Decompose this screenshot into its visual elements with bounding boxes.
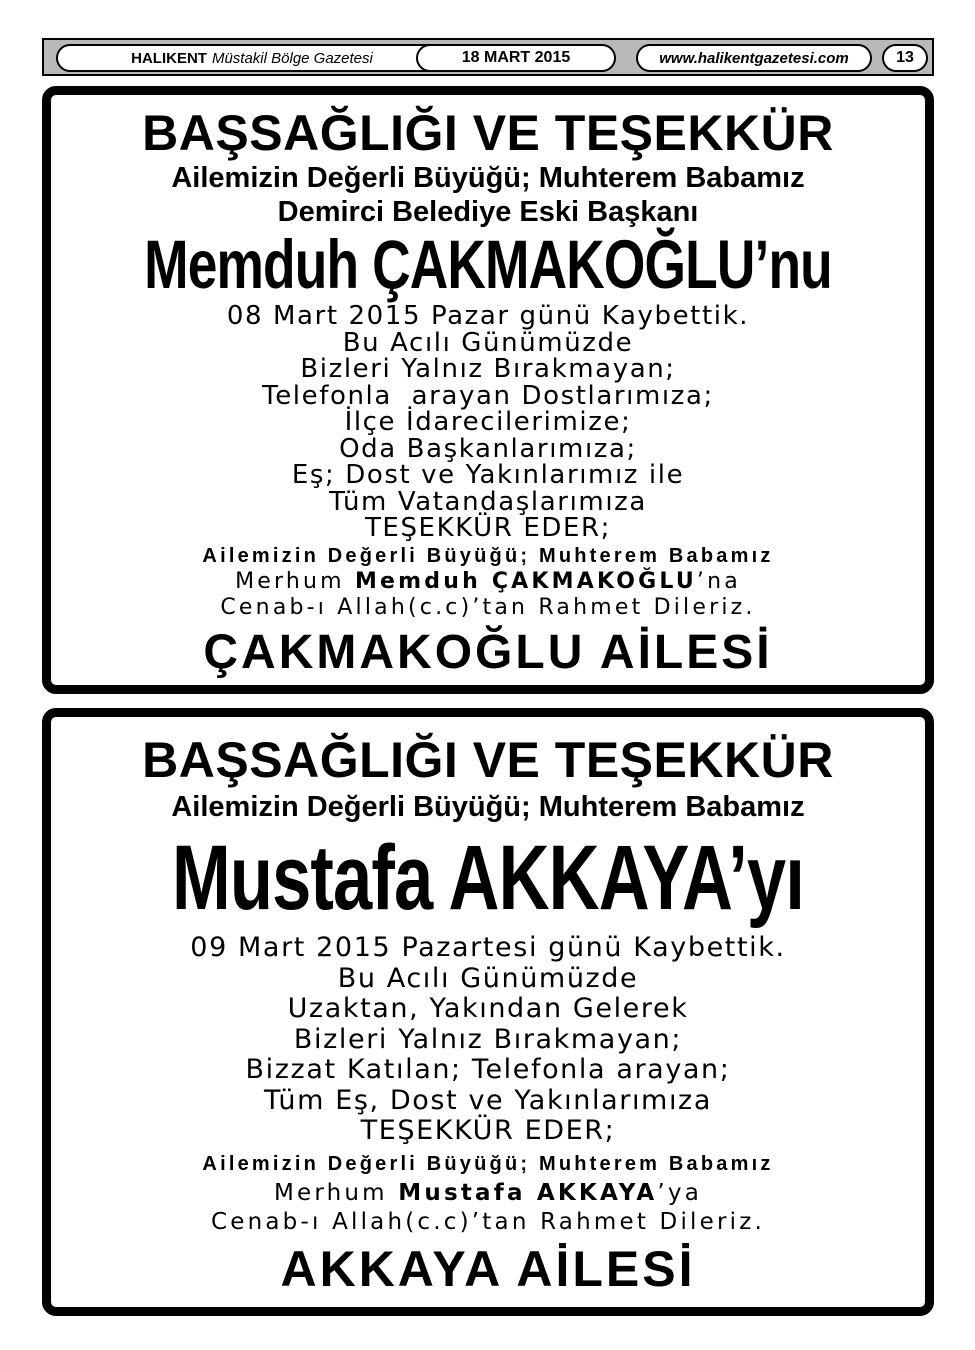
paper-name-pill bbox=[56, 44, 448, 72]
deceased-name: Memduh ÇAKMAKOĞLU’nu bbox=[144, 227, 832, 304]
notice-line: Bu Acılı Günümüzde bbox=[337, 962, 639, 994]
prayer-line: Cenab-ı Allah(c.c)’tan Rahmet Dileriz. bbox=[220, 594, 756, 620]
merhum-line bbox=[51, 569, 925, 595]
notice-line: Telefonla arayan Dostlarımıza; bbox=[262, 380, 714, 411]
notice-subtitle: Ailemizin Değerli Büyüğü; Muhterem Babamız bbox=[171, 162, 805, 194]
issue-date: 18 MART 2015 bbox=[416, 44, 616, 72]
notice-line: TEŞEKKÜR EDER; bbox=[364, 513, 612, 543]
merhum-suffix: ’ya bbox=[657, 1179, 703, 1206]
notice-line: Bu Acılı Günümüzde bbox=[342, 327, 634, 358]
paper-tagline: Müstakil Bölge Gazetesi bbox=[211, 49, 373, 67]
notice-line: Uzaktan, Yakından Gelerek bbox=[287, 993, 689, 1024]
notice-line: 09 Mart 2015 Pazartesi günü Kaybettik. bbox=[190, 932, 786, 963]
notice-line: TEŞEKKÜR EDER; bbox=[360, 1115, 616, 1146]
family-signature: AKKAYA AİLESİ bbox=[280, 1240, 696, 1297]
closing-line: Ailemizin Değerli Büyüğü; Muhterem Babamız bbox=[202, 544, 774, 567]
merhum-suffix: ’na bbox=[696, 568, 741, 594]
notice-line: Bizleri Yalnız Bırakmayan; bbox=[300, 354, 676, 384]
notice-subtitle-role: Demirci Belediye Eski Başkanı bbox=[277, 196, 699, 228]
notice-title: BAŞSAĞLIĞI VE TEŞEKKÜR bbox=[142, 105, 834, 161]
condolence-notice-akkaya bbox=[42, 708, 934, 1316]
notice-line: Tüm Eş, Dost ve Yakınlarımıza bbox=[264, 1084, 712, 1116]
notice-line: Bizzat Katılan; Telefonla arayan; bbox=[245, 1054, 731, 1085]
merhum-prefix: Merhum bbox=[273, 1179, 388, 1206]
notice-line: Oda Başkanlarımıza; bbox=[339, 433, 637, 464]
closing-line: Ailemizin Değerli Büyüğü; Muhterem Babamız bbox=[202, 1152, 774, 1175]
website-link[interactable]: www.halikentgazetesi.com bbox=[636, 44, 872, 72]
notice-line: Eş; Dost ve Yakınlarımız ile bbox=[291, 460, 685, 490]
notice-line: Bizleri Yalnız Bırakmayan; bbox=[293, 1023, 683, 1055]
notice-subtitle: Ailemizin Değerli Büyüğü; Muhterem Babamız bbox=[171, 791, 805, 823]
paper-name: HALIKENT bbox=[131, 49, 207, 67]
page-number: 13 bbox=[882, 44, 928, 72]
newspaper-header bbox=[42, 38, 934, 76]
family-signature: ÇAKMAKOĞLU AİLESİ bbox=[203, 625, 773, 679]
condolence-notice-cakmakoglu bbox=[42, 86, 934, 694]
merhum-name: Memduh ÇAKMAKOĞLU bbox=[354, 568, 697, 594]
merhum-prefix: Merhum bbox=[235, 568, 345, 594]
prayer-line: Cenab-ı Allah(c.c)’tan Rahmet Dileriz. bbox=[210, 1208, 766, 1235]
notice-line: Tüm Vatandaşlarımıza bbox=[329, 486, 647, 517]
notice-line: 08 Mart 2015 Pazar günü Kaybettik. bbox=[226, 301, 750, 331]
merhum-line bbox=[51, 1179, 925, 1208]
deceased-name: Mustafa AKKAYA’yı bbox=[171, 827, 805, 930]
notice-line: İlçe İdarecilerimize; bbox=[344, 407, 632, 437]
notice-title: BAŞSAĞLIĞI VE TEŞEKKÜR bbox=[142, 732, 834, 788]
merhum-name: Mustafa AKKAYA bbox=[398, 1179, 658, 1206]
